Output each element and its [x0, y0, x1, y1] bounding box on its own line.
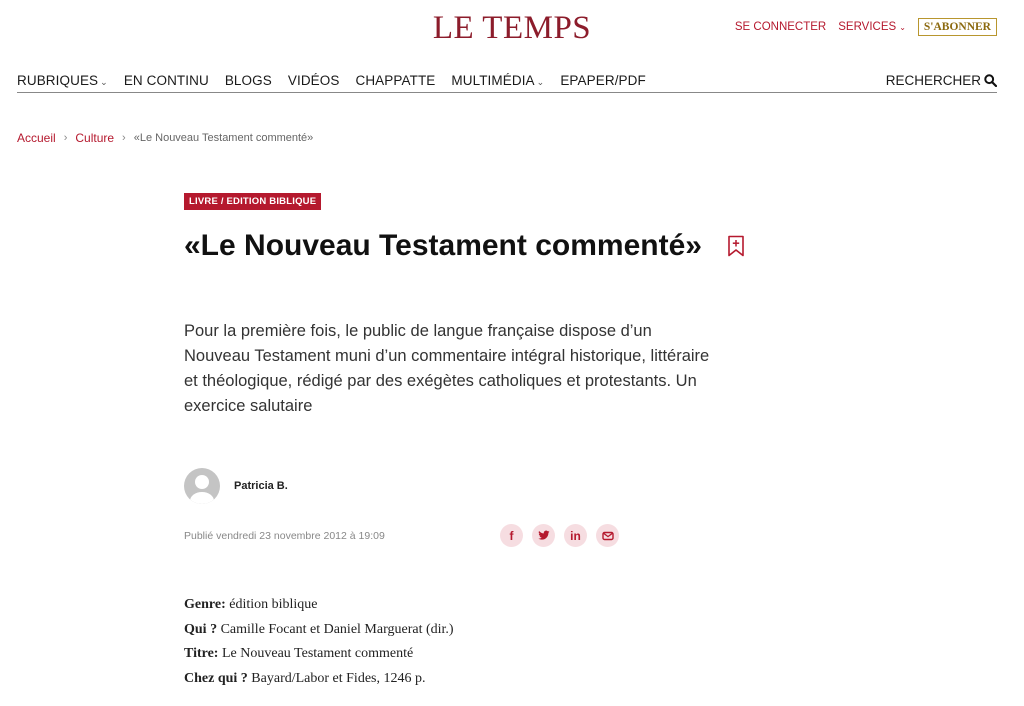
facebook-icon: f	[509, 528, 514, 543]
email-share-button[interactable]	[596, 524, 619, 547]
book-facts	[184, 593, 454, 691]
nav-item-label: RUBRIQUES	[17, 73, 99, 88]
chevron-down-icon: ⌄	[100, 77, 108, 87]
header-actions	[735, 18, 997, 36]
breadcrumb-current: «Le Nouveau Testament commenté»	[133, 132, 314, 144]
subscribe-button[interactable]: S'ABONNER	[918, 18, 997, 36]
services-menu[interactable]	[838, 21, 906, 33]
chevron-down-icon: ⌄	[536, 77, 545, 87]
fact-row	[184, 593, 454, 618]
linkedin-share-button[interactable]	[564, 524, 587, 547]
twitter-share-button[interactable]	[532, 524, 555, 547]
article-meta	[184, 524, 619, 547]
share-buttons	[500, 524, 619, 547]
fact-key: Titre:	[184, 646, 219, 661]
breadcrumb-home[interactable]: Accueil	[17, 131, 56, 145]
breadcrumb-separator: ›	[122, 132, 126, 144]
twitter-icon	[538, 530, 550, 541]
facebook-share-button[interactable]	[500, 524, 523, 547]
login-link[interactable]: SE CONNECTER	[734, 21, 827, 33]
author-name[interactable]: Patricia B.	[234, 480, 288, 492]
breadcrumb-section[interactable]: Culture	[75, 131, 115, 145]
main-nav	[17, 73, 997, 93]
fact-value: édition biblique	[225, 597, 318, 612]
fact-key: Chez qui ?	[184, 670, 248, 686]
breadcrumb	[17, 131, 313, 145]
chevron-down-icon: ⌄	[899, 22, 906, 32]
search-button[interactable]	[886, 73, 997, 88]
nav-item-rubriques[interactable]	[17, 73, 108, 88]
bookmark-icon[interactable]	[727, 235, 745, 257]
article-lead: Pour la première fois, le public de langue française dispose d’un Nouveau Testament muni d’un commentaire intégral historique, littéraire et théologique, rédigé par des exégètes catholiques et protestants. Un exercice salutaire	[184, 322, 710, 415]
search-label: RECHERCHER	[885, 73, 981, 88]
fact-value: Camille Focant et Daniel Marguerat (dir.)	[217, 621, 454, 637]
site-logo[interactable]: LE TEMPS	[432, 10, 592, 46]
user-icon	[184, 468, 220, 504]
search-icon	[984, 74, 997, 87]
fact-row	[184, 642, 454, 667]
breadcrumb-separator: ›	[63, 132, 68, 144]
category-tag[interactable]: LIVRE / EDITION BIBLIQUE	[184, 193, 321, 210]
publish-date: Publié vendredi 23 novembre 2012 à 19:09	[184, 529, 385, 542]
nav-item-videos[interactable]: VIDÉOS	[287, 73, 340, 88]
fact-value: Bayard/Labor et Fides, 1246 p.	[247, 670, 426, 686]
linkedin-icon: in	[570, 528, 581, 543]
nav-item-en-continu[interactable]: EN CONTINU	[123, 73, 209, 88]
fact-key: Genre:	[184, 597, 226, 612]
nav-item-label: MULTIMÉDIA	[451, 73, 535, 88]
fact-row	[184, 618, 454, 643]
nav-item-chappatte[interactable]: CHAPPATTE	[355, 73, 436, 88]
envelope-icon	[602, 531, 614, 541]
services-label: SERVICES	[838, 21, 897, 33]
nav-item-blogs[interactable]: BLOGS	[224, 73, 272, 88]
article-title: «Le Nouveau Testament commenté»	[184, 229, 702, 262]
fact-value: Le Nouveau Testament commenté	[218, 646, 414, 661]
fact-key: Qui ?	[184, 621, 218, 637]
nav-item-multimedia[interactable]	[451, 73, 544, 88]
nav-item-epaper[interactable]: EPAPER/PDF	[560, 73, 646, 88]
author-block	[184, 468, 288, 504]
fact-row	[184, 667, 454, 692]
avatar[interactable]	[184, 468, 220, 504]
